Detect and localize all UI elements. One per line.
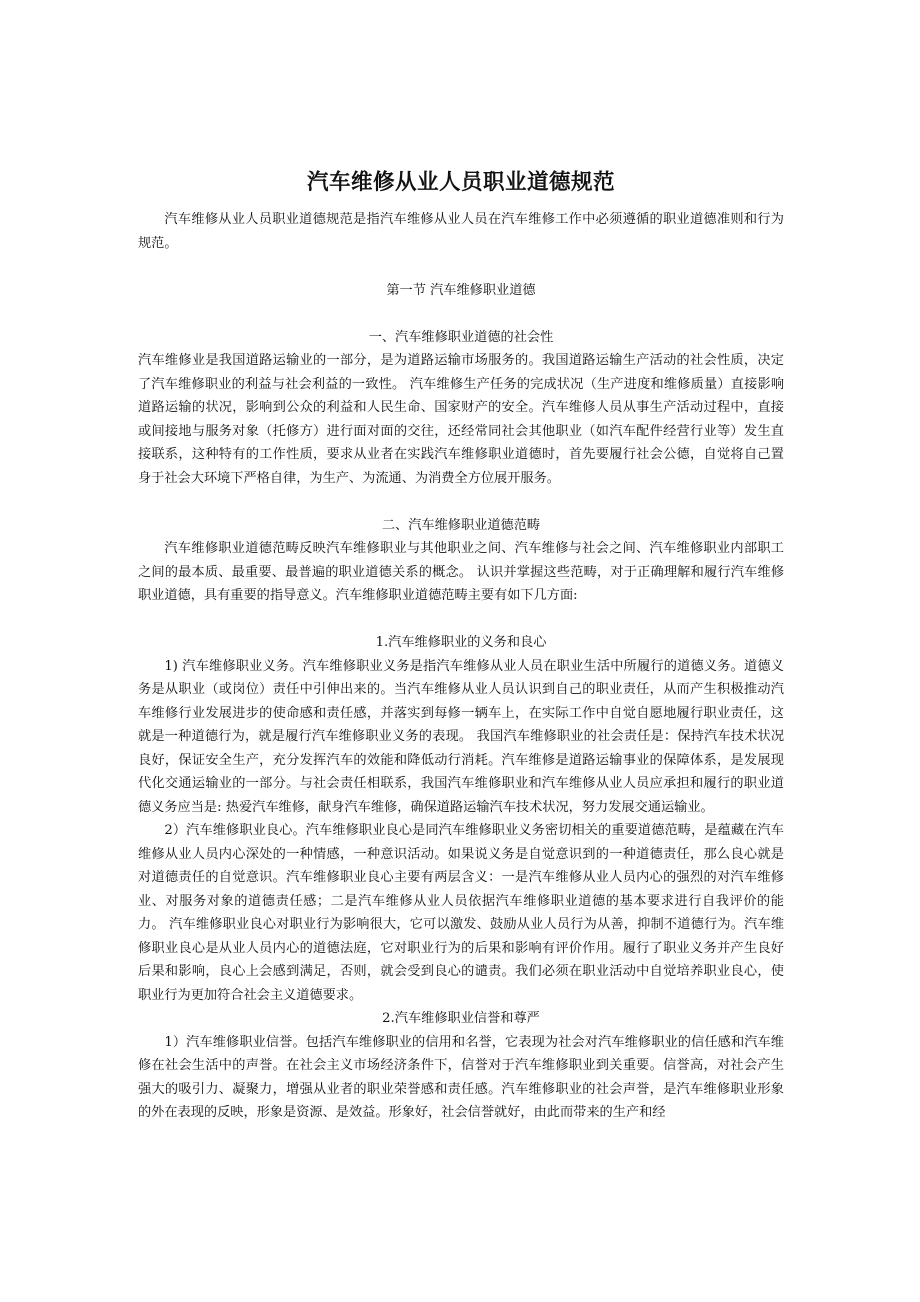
intro-paragraph: 汽车维修从业人员职业道德规范是指汽车维修从业人员在汽车维修工作中必须遵循的职业道德准则和行为规范。 bbox=[138, 212, 784, 251]
subsection-2-paragraph: 汽车维修职业道德范畴反映汽车维修职业与其他职业之间、汽车维修与社会之间、汽车维修职业内部职工之间的最本质、最重要、最普遍的职业道德关系的概念。 认识并掌握这些范畴，对于正确理解和履行汽车维修职业道德，具有重要的指导意义。汽车维修职业道德范畴主要有如下几方面: bbox=[138, 541, 784, 603]
document-page bbox=[138, 168, 784, 1125]
spacer bbox=[138, 490, 784, 514]
spacer bbox=[138, 608, 784, 632]
document-title: 汽车维修从业人员职业道德规范 bbox=[306, 170, 615, 195]
subsection-1-paragraph: 汽车维修业是我国道路运输业的一部分，是为道路运输市场服务的。我国道路运输生产活动的社会性质，决定了汽车维修职业的利益与社会利益的一致性。 汽车维修生产任务的完成状况（生产进度和维修质量）直接影响道路运输的状况，影响到公众的利益和人民生命、国家财产的安全。汽车维修人员从事生产活动过程中，直接或间接地与服务对象（托修方）进行面对面的交往，还经常同社会其他职业（如汽车配件经营行业等）发生直接联系，这种特有的工作性质，要求从业者在实践汽车维修职业道德时，首先要履行社会公德，自觉将自己置身于社会大环境下严格自律，为生产、为流通、为消费全方位展开服务。 bbox=[138, 353, 784, 486]
item-1-heading: 1.汽车维修职业的义务和良心 bbox=[375, 635, 547, 650]
spacer bbox=[138, 255, 784, 279]
item-2-paragraph-1: 1）汽车维修职业信誉。包括汽车维修职业的信用和名誉，它表现为社会对汽车维修职业的信任感和汽车维修在社会生活中的声誉。在社会主义市场经济条件下，信誉对于汽车维修职业到关重要。信誉高，对社会产生强大的吸引力、凝聚力，增强从业者的职业荣誉感和责任感。汽车维修职业的社会声誉，是汽车维修职业形象的外在表现的反映，形象是资源、是效益。形象好，社会信誉就好，由此而带来的生产和经 bbox=[138, 1034, 784, 1120]
item-1-paragraph-1: 1) 汽车维修职业义务。汽车维修职业义务是指汽车维修从业人员在职业生活中所履行的道德义务。道德义务是从职业（或岗位）责任中引伸出来的。当汽车维修从业人员认识到自己的职业责任，从而产生积极推动汽车维修行业发展进步的使命感和责任感，并落实到每修一辆车上，在实际工作中自觉自愿地履行职业责任，这就是一种道德行为，就是履行汽车维修职业义务的表现。 我国汽车维修职业的社会责任是：保持汽车技术状况良好，保证安全生产，充分发挥汽车的效能和降低动行消耗。汽车维修是道路运输事业的保障体系，是发展现代化交通运输业的一部分。与社会责任相联系，我国汽车维修职业和汽车维修从业人员应承担和履行的职业道德义务应当是: 热爱汽车维修，献身汽车维修，确保道路运输汽车技术状况，努力发展交通运输业。 bbox=[138, 658, 784, 815]
section-heading: 第一节 汽车维修职业道德 bbox=[386, 282, 536, 298]
subsection-heading-2: 二、汽车维修职业道德范畴 bbox=[381, 517, 541, 533]
spacer bbox=[138, 302, 784, 326]
item-1-paragraph-2: 2）汽车维修职业良心。汽车维修职业良心是同汽车维修职业义务密切相关的重要道德范畴，是蕴藏在汽车维修从业人员内心深处的一种情感，一种意识活动。如果说义务是自觉意识到的一种道德责任，那么良心就是对道德责任的自觉意识。汽车维修职业良心主要有两层含义：一是汽车维修从业人员内心的强烈的对汽车维修业、对服务对象的道德责任感；二是汽车维修从业人员依据汽车维修职业道德的基本要求进行自我评价的能力。 汽车维修职业良心对职业行为影响很大，它可以激发、鼓励从业人员行为从善，抑制不道德行为。汽车维修职业良心是从业人员内心的道德法庭，它对职业行为的后果和影响有评价作用。履行了职业义务并产生良好后果和影响，良心上会感到满足，否则，就会受到良心的谴责。我们必须在职业活动中自觉培养职业良心，使职业行为更加符合社会主义道德要求。 bbox=[138, 823, 784, 1003]
item-2-heading: 2.汽车维修职业信誉和尊严 bbox=[382, 1011, 540, 1026]
subsection-heading-1: 一、汽车维修职业道德的社会性 bbox=[368, 329, 554, 345]
